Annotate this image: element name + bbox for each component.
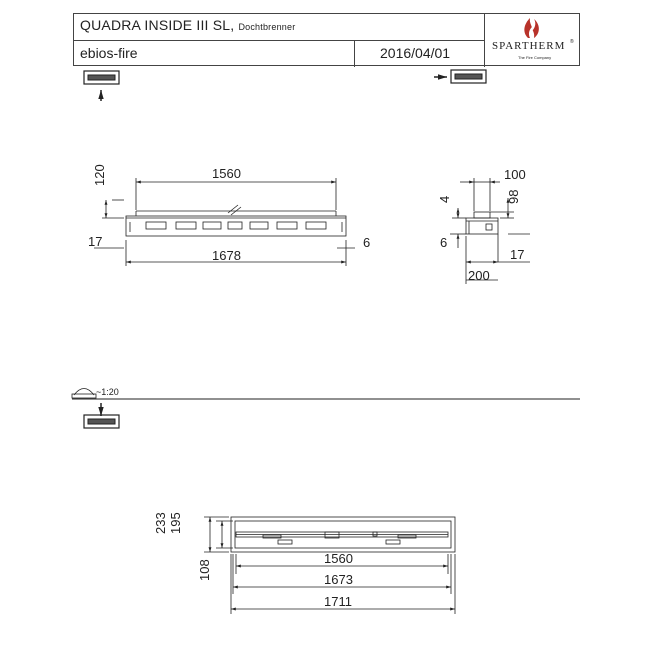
logo-tagline: The Fire Company (518, 55, 552, 60)
dim-offset-17-side: 17 (510, 247, 525, 262)
dim-width-233: 233 (153, 512, 168, 534)
top-view-icon (84, 403, 119, 428)
dim-height-120: 120 (92, 164, 107, 186)
scale-label: ~1:20 (96, 387, 119, 397)
drawing-date: 2016/04/01 (380, 45, 451, 61)
logo-wordmark: SPARTHERM (492, 40, 566, 52)
dim-length-1711: 1711 (324, 594, 352, 609)
top-view (231, 517, 455, 552)
dim-length-1678: 1678 (212, 248, 241, 263)
product-subtitle: Dochtbrenner (238, 22, 296, 32)
scale-icon (72, 389, 96, 399)
dim-bottom-6: 6 (440, 235, 448, 250)
dim-length-1673: 1673 (324, 572, 353, 587)
side-view (466, 212, 498, 234)
dim-length-1560-top: 1560 (324, 551, 353, 566)
brand-name: ebios-fire (80, 45, 138, 61)
dim-top-4: 4 (437, 195, 452, 203)
dim-depth-200: 200 (468, 268, 490, 283)
dim-offset-17: 17 (88, 234, 103, 249)
dim-width-100: 100 (504, 167, 526, 182)
dim-offset-6: 6 (363, 235, 371, 250)
side-view-icon (434, 70, 486, 83)
dim-width-195: 195 (168, 512, 183, 534)
dim-length-1560: 1560 (212, 166, 241, 181)
front-view-icon (84, 71, 119, 101)
product-name: QUADRA INSIDE III SL, (80, 17, 235, 33)
dim-height-98: 98 (506, 189, 521, 204)
registered-mark: ® (570, 39, 574, 45)
front-view (126, 205, 346, 236)
dim-width-108: 108 (197, 559, 212, 581)
